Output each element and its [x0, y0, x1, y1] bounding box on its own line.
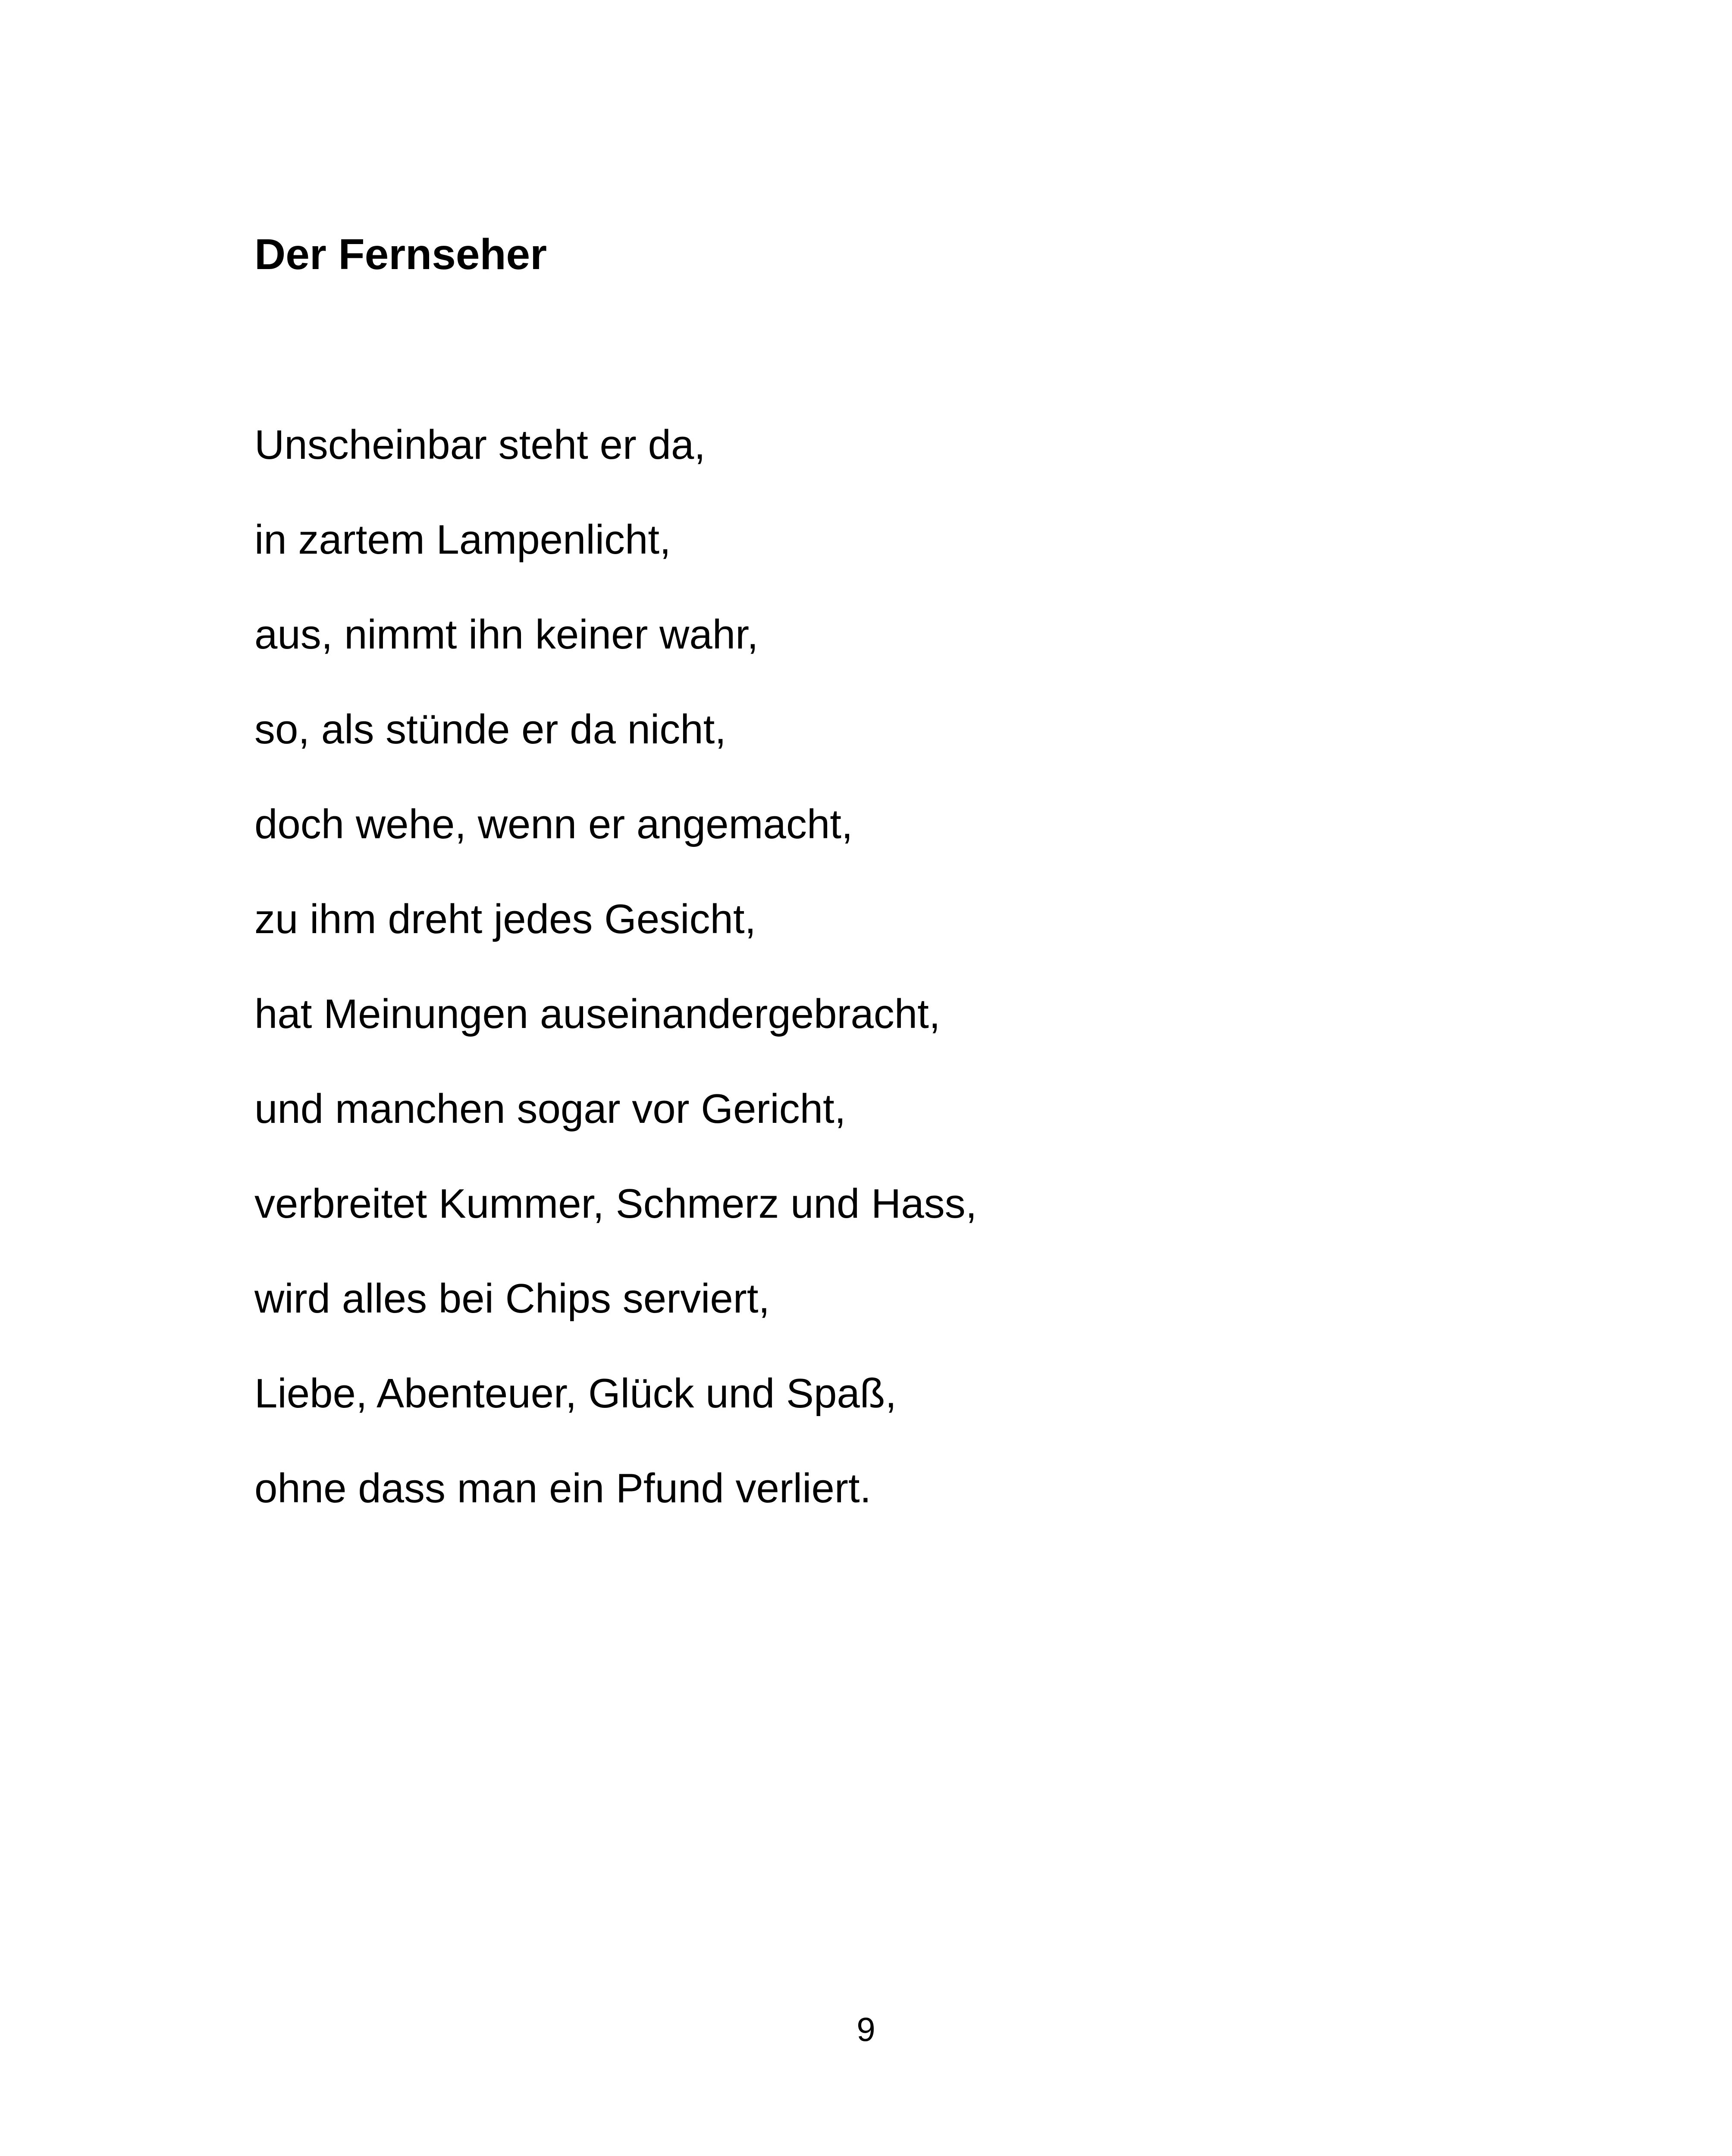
poem-line: aus, nimmt ihn keiner wahr, — [254, 611, 759, 658]
poem-line: ohne dass man ein Pfund verliert. — [254, 1465, 872, 1511]
poem-line: in zartem Lampenlicht, — [254, 517, 671, 563]
poem-line: verbreitet Kummer, Schmerz und Hass, — [254, 1181, 977, 1227]
poem-line: Unscheinbar steht er da, — [254, 422, 706, 468]
poem-body — [254, 415, 977, 1553]
poem-line: zu ihm dreht jedes Gesicht, — [254, 896, 756, 942]
poem-line: doch wehe, wenn er angemacht, — [254, 801, 853, 847]
poem-line: Liebe, Abenteuer, Glück und Spaß, — [254, 1370, 897, 1416]
poem-line: so, als stünde er da nicht, — [254, 706, 726, 752]
poem-line: wird alles bei Chips serviert, — [254, 1275, 770, 1322]
poem-title: Der Fernseher — [254, 230, 547, 279]
poem-line: hat Meinungen auseinandergebracht, — [254, 991, 941, 1037]
page-number: 9 — [857, 2010, 875, 2048]
poem-line: und manchen sogar vor Gericht, — [254, 1086, 846, 1132]
